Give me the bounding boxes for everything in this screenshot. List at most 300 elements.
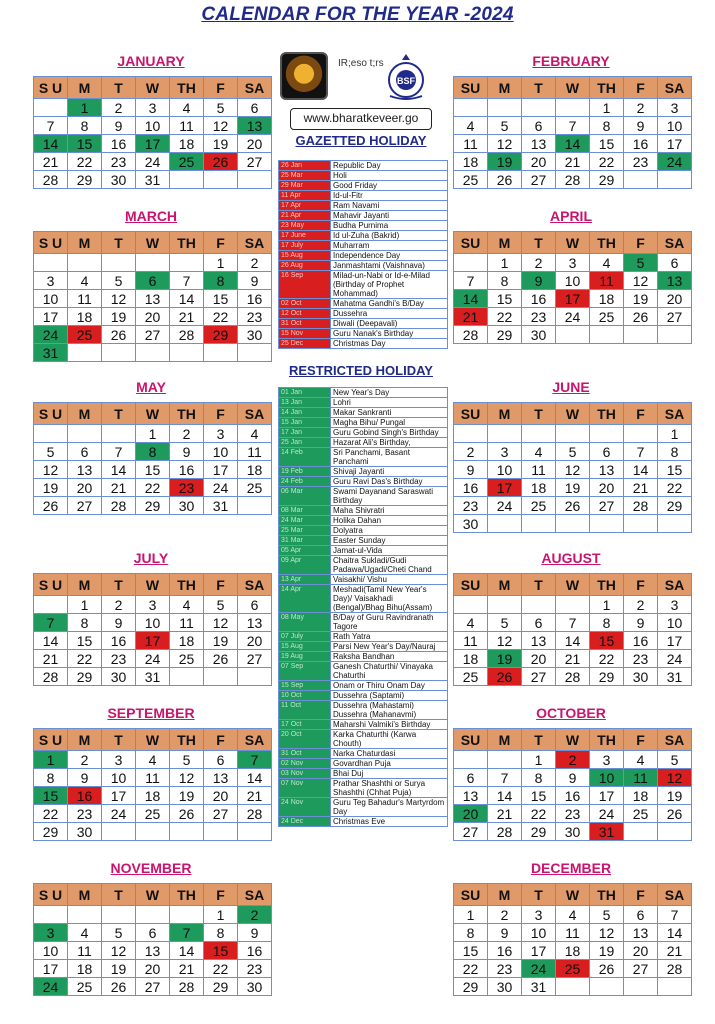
day-cell[interactable]: 24 [556,308,590,326]
day-cell[interactable]: 5 [204,596,238,614]
day-cell[interactable]: 28 [556,171,590,189]
day-cell[interactable]: 2 [454,443,488,461]
day-cell[interactable]: 20 [522,650,556,668]
day-cell[interactable]: 3 [34,924,68,942]
day-cell[interactable]: 13 [590,461,624,479]
day-cell[interactable]: 28 [238,805,272,823]
day-cell[interactable]: 17 [658,632,692,650]
day-cell[interactable]: 28 [624,497,658,515]
day-cell[interactable]: 5 [488,117,522,135]
day-cell[interactable]: 18 [68,960,102,978]
day-cell[interactable]: 19 [488,153,522,171]
day-cell[interactable]: 6 [590,443,624,461]
day-cell[interactable]: 12 [590,924,624,942]
day-cell[interactable]: 20 [522,153,556,171]
day-cell[interactable]: 1 [658,425,692,443]
day-cell[interactable]: 15 [590,632,624,650]
day-cell[interactable]: 18 [238,461,272,479]
day-cell[interactable]: 27 [238,153,272,171]
day-cell[interactable]: 2 [238,906,272,924]
day-cell[interactable]: 14 [102,461,136,479]
day-cell[interactable]: 1 [204,906,238,924]
day-cell[interactable]: 23 [624,153,658,171]
day-cell[interactable]: 2 [488,906,522,924]
day-cell[interactable]: 26 [658,805,692,823]
day-cell[interactable]: 4 [136,751,170,769]
day-cell[interactable]: 23 [488,960,522,978]
day-cell[interactable]: 15 [34,787,68,805]
day-cell[interactable]: 25 [170,650,204,668]
day-cell[interactable]: 18 [136,787,170,805]
day-cell[interactable]: 21 [34,650,68,668]
day-cell[interactable]: 30 [454,515,488,533]
day-cell[interactable]: 17 [34,308,68,326]
day-cell[interactable]: 3 [34,272,68,290]
day-cell[interactable]: 10 [556,272,590,290]
day-cell[interactable]: 29 [658,497,692,515]
day-cell[interactable]: 22 [658,479,692,497]
day-cell[interactable]: 22 [204,308,238,326]
day-cell[interactable]: 7 [170,272,204,290]
day-cell[interactable]: 2 [624,99,658,117]
day-cell[interactable]: 1 [68,99,102,117]
day-cell[interactable]: 25 [454,171,488,189]
day-cell[interactable]: 17 [590,787,624,805]
day-cell[interactable]: 24 [136,650,170,668]
day-cell[interactable]: 24 [102,805,136,823]
day-cell[interactable]: 26 [488,171,522,189]
day-cell[interactable]: 14 [34,135,68,153]
day-cell[interactable]: 31 [522,978,556,996]
day-cell[interactable]: 17 [488,479,522,497]
day-cell[interactable]: 6 [454,769,488,787]
day-cell[interactable]: 30 [170,497,204,515]
day-cell[interactable]: 22 [34,805,68,823]
day-cell[interactable]: 29 [590,668,624,686]
day-cell[interactable]: 31 [34,344,68,362]
day-cell[interactable]: 8 [590,614,624,632]
day-cell[interactable]: 7 [454,272,488,290]
day-cell[interactable]: 28 [556,668,590,686]
day-cell[interactable]: 2 [68,751,102,769]
day-cell[interactable]: 4 [68,924,102,942]
day-cell[interactable]: 19 [204,632,238,650]
day-cell[interactable]: 1 [488,254,522,272]
day-cell[interactable]: 20 [136,308,170,326]
day-cell[interactable]: 21 [488,805,522,823]
day-cell[interactable]: 27 [522,668,556,686]
day-cell[interactable]: 5 [658,751,692,769]
day-cell[interactable]: 25 [590,308,624,326]
day-cell[interactable]: 23 [102,650,136,668]
day-cell[interactable]: 17 [522,942,556,960]
day-cell[interactable]: 24 [658,153,692,171]
day-cell[interactable]: 27 [522,171,556,189]
day-cell[interactable]: 14 [238,769,272,787]
day-cell[interactable]: 13 [522,135,556,153]
day-cell[interactable]: 30 [624,668,658,686]
day-cell[interactable]: 14 [170,290,204,308]
day-cell[interactable]: 18 [68,308,102,326]
day-cell[interactable]: 19 [170,787,204,805]
day-cell[interactable]: 10 [34,942,68,960]
day-cell[interactable]: 30 [238,326,272,344]
day-cell[interactable]: 11 [522,461,556,479]
day-cell[interactable]: 17 [102,787,136,805]
day-cell[interactable]: 12 [488,135,522,153]
day-cell[interactable]: 6 [522,117,556,135]
day-cell[interactable]: 6 [238,99,272,117]
day-cell[interactable]: 19 [488,650,522,668]
day-cell[interactable]: 29 [68,668,102,686]
day-cell[interactable]: 29 [136,497,170,515]
day-cell[interactable]: 5 [204,99,238,117]
day-cell[interactable]: 28 [488,823,522,841]
day-cell[interactable]: 16 [624,135,658,153]
day-cell[interactable]: 19 [102,308,136,326]
day-cell[interactable]: 15 [454,942,488,960]
day-cell[interactable]: 3 [204,425,238,443]
day-cell[interactable]: 3 [658,596,692,614]
day-cell[interactable]: 10 [136,117,170,135]
day-cell[interactable]: 2 [556,751,590,769]
day-cell[interactable]: 2 [238,254,272,272]
day-cell[interactable]: 22 [136,479,170,497]
day-cell[interactable]: 21 [238,787,272,805]
day-cell[interactable]: 27 [136,326,170,344]
day-cell[interactable]: 9 [556,769,590,787]
day-cell[interactable]: 1 [136,425,170,443]
day-cell[interactable]: 29 [204,978,238,996]
day-cell[interactable]: 9 [488,924,522,942]
day-cell[interactable]: 24 [522,960,556,978]
day-cell[interactable]: 21 [170,308,204,326]
day-cell[interactable]: 21 [658,942,692,960]
day-cell[interactable]: 4 [170,99,204,117]
day-cell[interactable]: 21 [454,308,488,326]
day-cell[interactable]: 14 [454,290,488,308]
day-cell[interactable]: 15 [590,135,624,153]
day-cell[interactable]: 19 [204,135,238,153]
day-cell[interactable]: 20 [136,960,170,978]
day-cell[interactable]: 23 [102,153,136,171]
day-cell[interactable]: 17 [136,135,170,153]
day-cell[interactable]: 11 [590,272,624,290]
day-cell[interactable]: 11 [170,117,204,135]
day-cell[interactable]: 24 [658,650,692,668]
day-cell[interactable]: 25 [136,805,170,823]
day-cell[interactable]: 21 [170,960,204,978]
day-cell[interactable]: 1 [454,906,488,924]
day-cell[interactable]: 30 [102,668,136,686]
day-cell[interactable]: 18 [590,290,624,308]
day-cell[interactable]: 31 [136,668,170,686]
day-cell[interactable]: 26 [556,497,590,515]
day-cell[interactable]: 12 [102,290,136,308]
website-url[interactable]: www.bharatkeveer.go [290,108,432,130]
day-cell[interactable]: 12 [556,461,590,479]
day-cell[interactable]: 26 [624,308,658,326]
day-cell[interactable]: 8 [68,117,102,135]
day-cell[interactable]: 12 [624,272,658,290]
day-cell[interactable]: 1 [590,596,624,614]
day-cell[interactable]: 27 [238,650,272,668]
day-cell[interactable]: 4 [624,751,658,769]
day-cell[interactable]: 17 [204,461,238,479]
day-cell[interactable]: 13 [454,787,488,805]
day-cell[interactable]: 27 [68,497,102,515]
day-cell[interactable]: 2 [170,425,204,443]
day-cell[interactable]: 26 [204,153,238,171]
day-cell[interactable]: 18 [454,153,488,171]
day-cell[interactable]: 31 [204,497,238,515]
day-cell[interactable]: 9 [170,443,204,461]
day-cell[interactable]: 5 [590,906,624,924]
day-cell[interactable]: 22 [590,650,624,668]
day-cell[interactable]: 8 [136,443,170,461]
day-cell[interactable]: 24 [590,805,624,823]
day-cell[interactable]: 11 [454,632,488,650]
day-cell[interactable]: 13 [68,461,102,479]
day-cell[interactable]: 7 [624,443,658,461]
day-cell[interactable]: 21 [102,479,136,497]
day-cell[interactable]: 29 [522,823,556,841]
day-cell[interactable]: 4 [170,596,204,614]
day-cell[interactable]: 15 [68,135,102,153]
day-cell[interactable]: 25 [68,326,102,344]
day-cell[interactable]: 8 [522,769,556,787]
day-cell[interactable]: 15 [658,461,692,479]
day-cell[interactable]: 12 [170,769,204,787]
day-cell[interactable]: 24 [488,497,522,515]
day-cell[interactable]: 10 [522,924,556,942]
day-cell[interactable]: 29 [68,171,102,189]
day-cell[interactable]: 2 [624,596,658,614]
day-cell[interactable]: 3 [102,751,136,769]
day-cell[interactable]: 7 [170,924,204,942]
day-cell[interactable]: 7 [556,117,590,135]
day-cell[interactable]: 30 [556,823,590,841]
day-cell[interactable]: 15 [522,787,556,805]
day-cell[interactable]: 9 [624,614,658,632]
day-cell[interactable]: 21 [624,479,658,497]
day-cell[interactable]: 10 [102,769,136,787]
day-cell[interactable]: 15 [488,290,522,308]
day-cell[interactable]: 27 [454,823,488,841]
day-cell[interactable]: 19 [102,960,136,978]
day-cell[interactable]: 14 [170,942,204,960]
day-cell[interactable]: 26 [170,805,204,823]
day-cell[interactable]: 27 [590,497,624,515]
day-cell[interactable]: 8 [488,272,522,290]
day-cell[interactable]: 18 [170,135,204,153]
day-cell[interactable]: 11 [238,443,272,461]
day-cell[interactable]: 25 [624,805,658,823]
day-cell[interactable]: 13 [658,272,692,290]
day-cell[interactable]: 13 [522,632,556,650]
day-cell[interactable]: 16 [556,787,590,805]
day-cell[interactable]: 1 [68,596,102,614]
day-cell[interactable]: 22 [454,960,488,978]
day-cell[interactable]: 6 [68,443,102,461]
day-cell[interactable]: 27 [136,978,170,996]
day-cell[interactable]: 9 [454,461,488,479]
day-cell[interactable]: 27 [624,960,658,978]
day-cell[interactable]: 6 [522,614,556,632]
day-cell[interactable]: 13 [238,614,272,632]
day-cell[interactable]: 16 [102,135,136,153]
day-cell[interactable]: 18 [522,479,556,497]
day-cell[interactable]: 30 [522,326,556,344]
day-cell[interactable]: 30 [238,978,272,996]
day-cell[interactable]: 8 [590,117,624,135]
day-cell[interactable]: 27 [204,805,238,823]
day-cell[interactable]: 14 [34,632,68,650]
day-cell[interactable]: 18 [170,632,204,650]
day-cell[interactable]: 12 [34,461,68,479]
day-cell[interactable]: 24 [204,479,238,497]
day-cell[interactable]: 11 [556,924,590,942]
day-cell[interactable]: 13 [136,290,170,308]
day-cell[interactable]: 5 [34,443,68,461]
day-cell[interactable]: 29 [204,326,238,344]
day-cell[interactable]: 4 [238,425,272,443]
day-cell[interactable]: 19 [624,290,658,308]
day-cell[interactable]: 23 [556,805,590,823]
day-cell[interactable]: 17 [658,135,692,153]
day-cell[interactable]: 5 [170,751,204,769]
day-cell[interactable]: 11 [454,135,488,153]
day-cell[interactable]: 28 [454,326,488,344]
day-cell[interactable]: 4 [68,272,102,290]
day-cell[interactable]: 16 [624,632,658,650]
day-cell[interactable]: 8 [204,924,238,942]
day-cell[interactable]: 8 [68,614,102,632]
day-cell[interactable]: 25 [170,153,204,171]
day-cell[interactable]: 9 [102,614,136,632]
day-cell[interactable]: 5 [488,614,522,632]
day-cell[interactable]: 4 [590,254,624,272]
day-cell[interactable]: 8 [658,443,692,461]
day-cell[interactable]: 26 [204,650,238,668]
day-cell[interactable]: 10 [488,461,522,479]
day-cell[interactable]: 7 [658,906,692,924]
day-cell[interactable]: 13 [238,117,272,135]
day-cell[interactable]: 16 [522,290,556,308]
day-cell[interactable]: 26 [102,978,136,996]
day-cell[interactable]: 10 [204,443,238,461]
day-cell[interactable]: 29 [590,171,624,189]
day-cell[interactable]: 8 [204,272,238,290]
day-cell[interactable]: 9 [238,924,272,942]
day-cell[interactable]: 8 [454,924,488,942]
day-cell[interactable]: 22 [488,308,522,326]
day-cell[interactable]: 1 [204,254,238,272]
day-cell[interactable]: 4 [522,443,556,461]
day-cell[interactable]: 2 [522,254,556,272]
day-cell[interactable]: 22 [68,650,102,668]
day-cell[interactable]: 2 [102,596,136,614]
day-cell[interactable]: 20 [624,942,658,960]
day-cell[interactable]: 16 [170,461,204,479]
day-cell[interactable]: 20 [238,632,272,650]
day-cell[interactable]: 30 [68,823,102,841]
day-cell[interactable]: 28 [170,978,204,996]
day-cell[interactable]: 25 [522,497,556,515]
day-cell[interactable]: 6 [204,751,238,769]
day-cell[interactable]: 4 [454,117,488,135]
day-cell[interactable]: 2 [102,99,136,117]
day-cell[interactable]: 20 [658,290,692,308]
day-cell[interactable]: 16 [102,632,136,650]
day-cell[interactable]: 19 [658,787,692,805]
day-cell[interactable]: 16 [238,290,272,308]
day-cell[interactable]: 12 [204,117,238,135]
day-cell[interactable]: 31 [590,823,624,841]
day-cell[interactable]: 25 [68,978,102,996]
day-cell[interactable]: 10 [658,117,692,135]
day-cell[interactable]: 13 [136,942,170,960]
day-cell[interactable]: 15 [204,942,238,960]
day-cell[interactable]: 12 [204,614,238,632]
day-cell[interactable]: 5 [102,272,136,290]
day-cell[interactable]: 3 [488,443,522,461]
day-cell[interactable]: 23 [238,960,272,978]
day-cell[interactable]: 22 [522,805,556,823]
day-cell[interactable]: 22 [68,153,102,171]
day-cell[interactable]: 6 [136,924,170,942]
day-cell[interactable]: 14 [488,787,522,805]
day-cell[interactable]: 9 [68,769,102,787]
day-cell[interactable]: 23 [238,308,272,326]
day-cell[interactable]: 16 [454,479,488,497]
day-cell[interactable]: 11 [170,614,204,632]
day-cell[interactable]: 12 [102,942,136,960]
day-cell[interactable]: 12 [658,769,692,787]
day-cell[interactable]: 13 [204,769,238,787]
day-cell[interactable]: 26 [590,960,624,978]
day-cell[interactable]: 18 [624,787,658,805]
day-cell[interactable]: 15 [68,632,102,650]
day-cell[interactable]: 21 [556,153,590,171]
day-cell[interactable]: 22 [204,960,238,978]
day-cell[interactable]: 10 [658,614,692,632]
day-cell[interactable]: 17 [136,632,170,650]
day-cell[interactable]: 1 [522,751,556,769]
day-cell[interactable]: 17 [556,290,590,308]
day-cell[interactable]: 3 [658,99,692,117]
day-cell[interactable]: 28 [34,668,68,686]
day-cell[interactable]: 17 [34,960,68,978]
day-cell[interactable]: 15 [136,461,170,479]
day-cell[interactable]: 23 [68,805,102,823]
day-cell[interactable]: 26 [102,326,136,344]
day-cell[interactable]: 5 [624,254,658,272]
day-cell[interactable]: 29 [454,978,488,996]
day-cell[interactable]: 31 [658,668,692,686]
day-cell[interactable]: 11 [68,290,102,308]
day-cell[interactable]: 21 [34,153,68,171]
day-cell[interactable]: 10 [136,614,170,632]
day-cell[interactable]: 23 [170,479,204,497]
day-cell[interactable]: 18 [454,650,488,668]
day-cell[interactable]: 10 [34,290,68,308]
day-cell[interactable]: 16 [68,787,102,805]
day-cell[interactable]: 14 [556,135,590,153]
day-cell[interactable]: 26 [488,668,522,686]
day-cell[interactable]: 25 [454,668,488,686]
day-cell[interactable]: 4 [556,906,590,924]
